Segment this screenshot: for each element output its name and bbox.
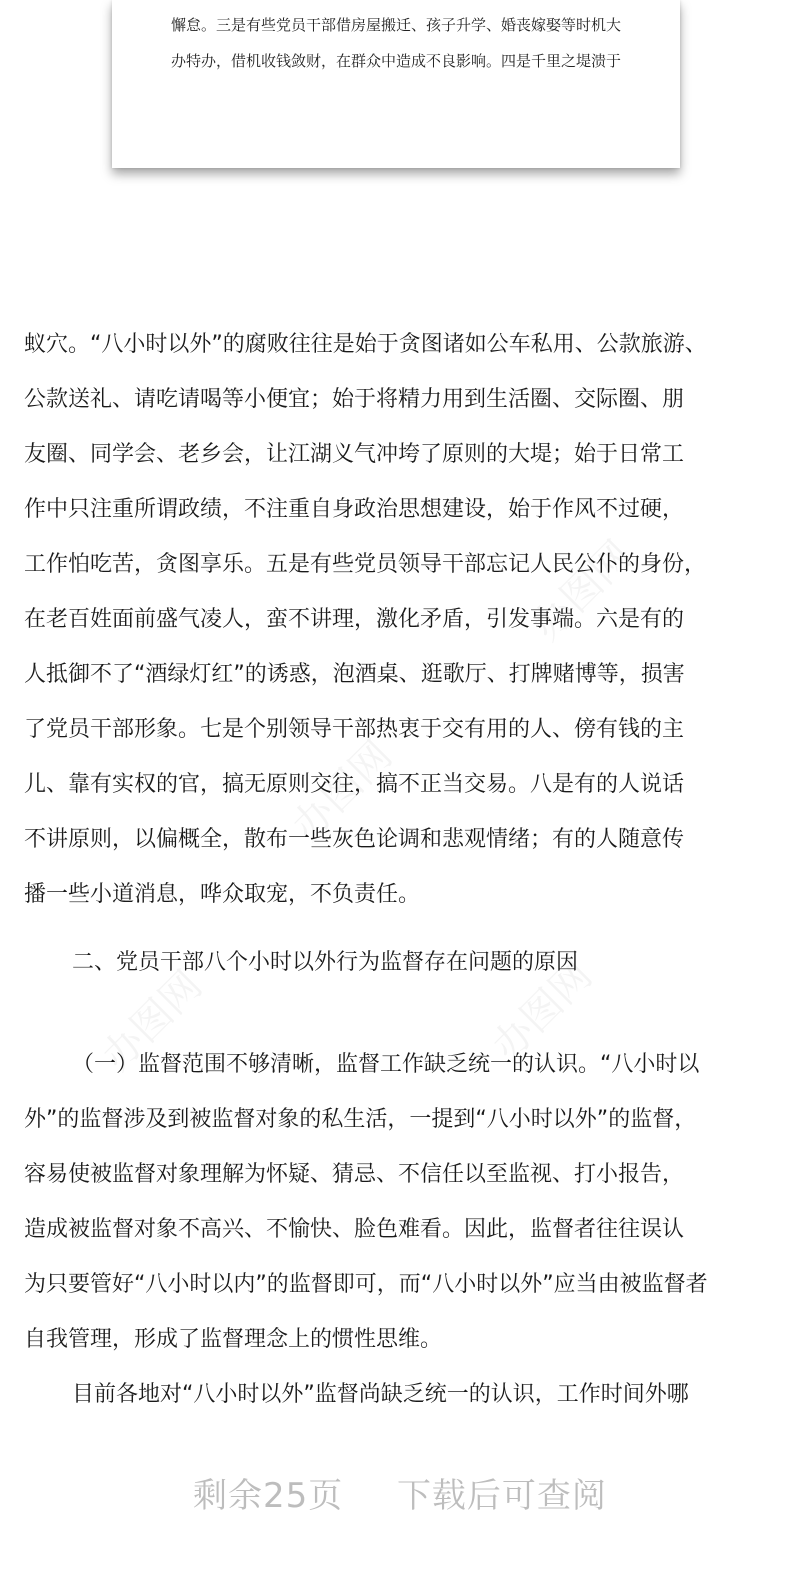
body-line: （一）监督范围不够清晰，监督工作缺乏统一的认识。“八小时以: [72, 1052, 700, 1077]
body-line: 了党员干部形象。七是个别领导干部热衷于交有用的人、傍有钱的主: [24, 717, 685, 742]
body-line: 造成被监督对象不高兴、不愉快、脸色难看。因此，监督者往往误认: [24, 1217, 685, 1242]
preview-line: 办特办，借机收钱敛财，在群众中造成不良影响。四是千里之堤溃于: [170, 52, 621, 70]
body-line: 在老百姓面前盛气凌人，蛮不讲理，激化矛盾，引发事端。六是有的: [24, 607, 685, 632]
body-line: 为只要管好“八小时以内”的监督即可，而“八小时以外”应当由被监督者: [24, 1272, 708, 1297]
body-line: 友圈、同学会、老乡会，让江湖义气冲垮了原则的大堤；始于日常工: [24, 442, 685, 467]
watermark: 办图网: [483, 952, 602, 1070]
body-line: 蚁穴。“八小时以外”的腐败往往是始于贪图诸如公车私用、公款旅游、: [24, 332, 707, 357]
body-line: 公款送礼、请吃请喝等小便宜；始于将精力用到生活圈、交际圈、朋: [24, 387, 685, 412]
watermark: 办图网: [283, 732, 402, 850]
body-line: 儿、靠有实权的官，搞无原则交往，搞不正当交易。八是有的人说话: [24, 772, 685, 797]
remaining-pages-label: 剩余25页: [193, 1476, 344, 1516]
body-line: 作中只注重所谓政绩，不注重自身政治思想建设，始于作风不过硬，: [24, 497, 685, 522]
body-line: 容易使被监督对象理解为怀疑、猜忌、不信任以至监视、打小报告，: [24, 1162, 685, 1187]
body-line: 人抵御不了“酒绿灯红”的诱惑，泡酒桌、逛歌厅、打牌赌博等，损害: [24, 662, 685, 687]
body-line: 播一些小道消息，哗众取宠，不负责任。: [24, 882, 421, 907]
body-line: 目前各地对“八小时以外”监督尚缺乏统一的认识，工作时间外哪: [72, 1382, 689, 1407]
watermark: 办图网: [523, 532, 642, 650]
watermark: 办图网: [93, 962, 212, 1080]
body-line: 自我管理，形成了监督理念上的惯性思维。: [24, 1327, 443, 1352]
body-line: 不讲原则，以偏概全，散布一些灰色论调和悲观情绪；有的人随意传: [24, 827, 685, 852]
previous-page-preview: [112, 0, 680, 168]
section-heading: 二、党员干部八个小时以外行为监督存在问题的原因: [72, 950, 579, 975]
remaining-pages-prompt[interactable]: [0, 1468, 800, 1517]
body-line: 工作怕吃苦，贪图享乐。五是有些党员领导干部忘记人民公仆的身份，: [24, 552, 707, 577]
body-line: 外”的监督涉及到被监督对象的私生活，一提到“八小时以外”的监督，: [24, 1107, 697, 1132]
download-prompt-label: 下载后可查阅: [396, 1476, 607, 1516]
preview-line: 懈怠。三是有些党员干部借房屋搬迁、孩子升学、婚丧嫁娶等时机大: [170, 16, 621, 34]
